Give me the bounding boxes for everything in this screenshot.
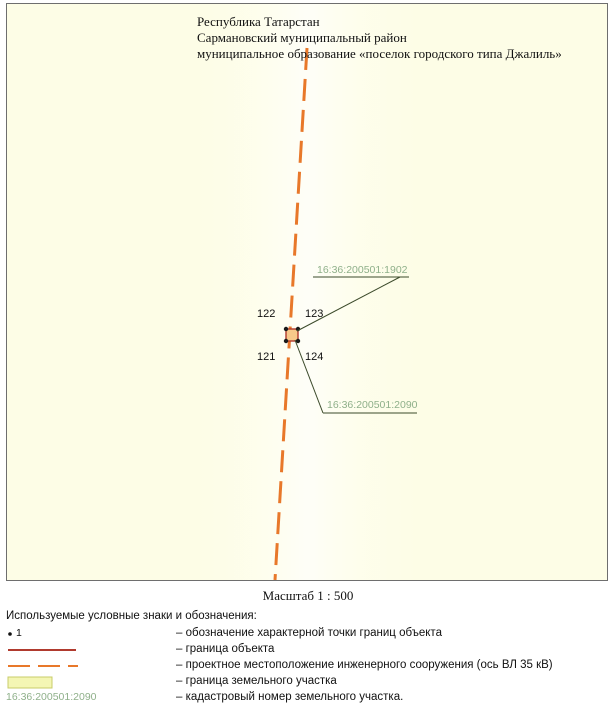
header-republic: Республика Татарстан <box>197 14 320 29</box>
legend-row-cadastral <box>6 690 610 706</box>
legend-desc-cadastral: – кадастровый номер земельного участка. <box>176 691 404 703</box>
legend-row-point <box>6 626 610 642</box>
map-canvas <box>7 4 607 580</box>
legend-desc-power-line: – проектное местоположение инженерного сооружения (ось ВЛ 35 кВ) <box>176 659 553 671</box>
legend-row-power-line <box>6 658 610 674</box>
legend-symbol-power-line <box>6 658 166 674</box>
cadastral-number-2090: 16:36:200501:2090 <box>327 399 418 411</box>
map-header <box>197 14 562 62</box>
map-frame <box>6 3 608 581</box>
legend-symbol-point <box>6 626 166 642</box>
legend-symbol-cadastral <box>6 690 166 706</box>
legend-point-number: 1 <box>16 627 22 639</box>
point-122-label: 122 <box>257 308 276 320</box>
legend-desc-point: – обозначение характерной точки границ объекта <box>176 627 442 639</box>
legend-symbol-parcel <box>6 674 166 690</box>
point-121-label: 121 <box>257 351 276 363</box>
legend-title: Используемые условные знаки и обозначения: <box>6 610 257 622</box>
point-121-marker <box>284 339 288 343</box>
object-boundary <box>286 329 298 341</box>
cadastral-number-1902: 16:36:200501:1902 <box>317 264 408 276</box>
header-district: Сармановский муниципальный район <box>197 30 407 45</box>
point-124-label: 124 <box>305 351 324 363</box>
legend-parcel-fill-icon <box>8 677 52 688</box>
map-scale: Масштаб 1 : 500 <box>262 588 354 603</box>
point-123-label: 123 <box>305 308 324 320</box>
legend-desc-parcel: – граница земельного участка <box>176 675 337 687</box>
legend-cadastral-example: 16:36:200501:2090 <box>6 691 97 703</box>
point-122-marker <box>284 327 288 331</box>
legend-row-parcel <box>6 674 610 690</box>
legend-row-object-boundary <box>6 642 610 658</box>
map-haze <box>177 4 437 580</box>
legend-point-dot-icon <box>8 632 12 636</box>
legend-symbol-object-boundary <box>6 642 166 658</box>
legend-desc-object-boundary: – граница объекта <box>176 643 275 655</box>
header-municipality: муниципальное образование «поселок городского типа Джалиль» <box>197 46 562 61</box>
